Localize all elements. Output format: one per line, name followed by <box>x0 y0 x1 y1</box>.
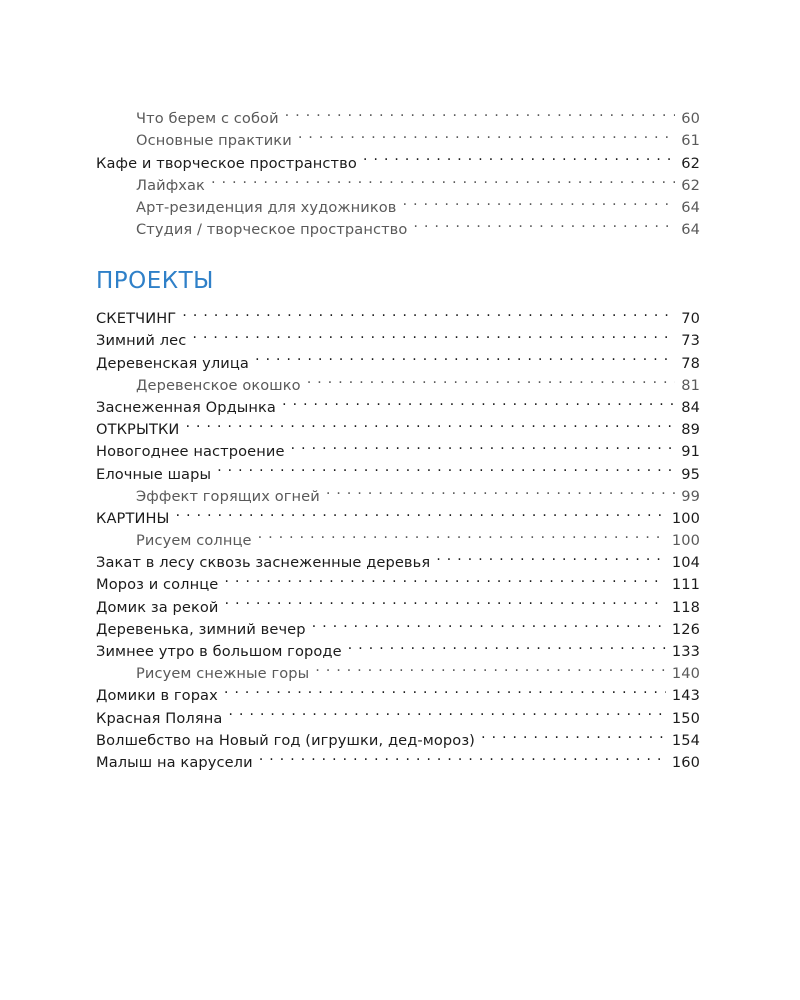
toc-dot-leader <box>413 212 675 234</box>
toc-entry-title: СКЕТЧИНГ <box>96 310 177 328</box>
toc-dot-leader <box>228 700 665 722</box>
toc-entry-title: Рисуем солнце <box>136 532 252 550</box>
toc-entry-title: Домики в горах <box>96 687 218 705</box>
toc-dot-leader <box>307 368 676 390</box>
toc-entry-title: Арт-резиденция для художников <box>136 198 397 216</box>
toc-dot-leader <box>312 612 666 634</box>
toc-entry-page-number: 64 <box>681 221 700 239</box>
toc-entry-title: Что берем с собой <box>136 110 279 128</box>
toc-entry-title: Заснеженная Ордынка <box>96 398 276 416</box>
toc-dot-leader <box>258 523 666 545</box>
toc-entry-page-number: 62 <box>681 176 700 194</box>
toc-entry-title: Новогоднее настроение <box>96 443 285 461</box>
toc-entry-page-number: 100 <box>671 509 700 527</box>
toc-entry-title: Деревенская улица <box>96 354 249 372</box>
toc-entry[interactable] <box>96 501 700 527</box>
toc-entry-title: Студия / творческое пространство <box>136 221 408 239</box>
toc-entry-title: Эффект горящих огней <box>136 487 320 505</box>
toc-dot-leader <box>259 745 666 767</box>
toc-entry[interactable] <box>96 412 700 439</box>
toc-dot-leader <box>282 390 675 412</box>
toc-entry-page-number: 89 <box>681 421 700 439</box>
toc-entry-title: Закат в лесу сквозь заснеженные деревья <box>96 554 431 572</box>
toc-entry-title: Домик за рекой <box>96 598 219 616</box>
toc-dot-leader <box>192 323 675 345</box>
toc-dot-leader <box>182 301 675 323</box>
toc-entry-page-number: 81 <box>681 376 700 394</box>
toc-dot-leader <box>224 678 666 700</box>
toc-entry-title: Основные практики <box>136 132 292 150</box>
toc-entry-title: Мороз и солнце <box>96 576 219 594</box>
toc-entry-title: Деревенское окошко <box>136 376 301 394</box>
toc-entry-page-number: 154 <box>671 731 700 749</box>
toc-entry[interactable] <box>96 345 700 372</box>
toc-entry[interactable] <box>96 101 700 128</box>
toc-entry-page-number: 104 <box>671 554 700 572</box>
toc-dot-leader <box>291 434 676 456</box>
toc-entry-page-number: 62 <box>681 154 700 172</box>
toc-entry-title: Елочные шары <box>96 465 212 483</box>
toc-entry-title: КАРТИНЫ <box>96 509 170 527</box>
toc-dot-leader <box>436 545 666 567</box>
toc-entry-page-number: 160 <box>671 753 700 771</box>
toc-entry-title: Зимнее утро в большом городе <box>96 643 342 660</box>
toc-dot-leader <box>348 634 666 656</box>
toc-entry[interactable] <box>96 301 700 328</box>
toc-dot-leader <box>185 412 675 434</box>
toc-dot-leader <box>298 123 675 145</box>
toc-entry-page-number: 111 <box>671 576 700 594</box>
toc-dot-leader <box>363 145 675 167</box>
section-heading-projects: ПРОЕКТЫ <box>96 268 214 294</box>
toc-entry-page-number: 73 <box>681 332 700 350</box>
toc-entry[interactable] <box>96 523 700 550</box>
toc-entry-page-number: 78 <box>681 354 700 372</box>
toc-list-projects <box>96 301 700 771</box>
toc-entry-page-number: 100 <box>671 532 700 550</box>
toc-entry-title: Кафе и творческое пространство <box>96 154 357 172</box>
toc-entry-title: Зимний лес <box>96 332 187 350</box>
toc-dot-leader <box>217 456 675 478</box>
toc-entry-title: Красная Поляна <box>96 709 223 727</box>
toc-entry-title: Малыш на карусели <box>96 753 253 771</box>
toc-entry-page-number: 99 <box>681 487 700 505</box>
toc-dot-leader <box>225 589 666 611</box>
toc-entry-page-number: 91 <box>681 443 700 461</box>
toc-entry-page-number: 84 <box>681 398 700 416</box>
toc-entry-page-number: 64 <box>681 198 700 216</box>
toc-entry-title: Рисуем снежные горы <box>136 665 310 683</box>
toc-entry-page-number: 133 <box>671 643 700 660</box>
toc-dot-leader <box>315 656 666 678</box>
toc-dot-leader <box>285 101 676 123</box>
toc-entry-page-number: 60 <box>681 110 700 128</box>
toc-list-top <box>96 101 700 239</box>
toc-entry[interactable] <box>96 323 700 350</box>
toc-entry[interactable] <box>96 434 700 461</box>
toc-entry-page-number: 95 <box>681 465 700 483</box>
toc-dot-leader <box>481 723 666 745</box>
toc-entry-title: Волшебство на Новый год (игрушки, дед-мороз) <box>96 731 475 749</box>
toc-dot-leader <box>211 168 675 190</box>
toc-entry-title: ОТКРЫТКИ <box>96 421 180 439</box>
toc-entry-title: Деревенька, зимний вечер <box>96 620 306 638</box>
toc-dot-leader <box>224 567 665 589</box>
toc-entry-page-number: 126 <box>671 620 700 638</box>
toc-entry-page-number: 150 <box>671 709 700 727</box>
toc-entry-page-number: 140 <box>671 665 700 683</box>
toc-entry-page-number: 61 <box>681 132 700 150</box>
toc-entry-page-number: 143 <box>671 687 700 705</box>
toc-dot-leader <box>403 190 676 212</box>
toc-entry-page-number: 118 <box>671 598 700 616</box>
toc-dot-leader <box>326 479 675 501</box>
toc-entry-title: Лайфхак <box>136 176 205 194</box>
toc-entry-page-number: 70 <box>681 310 700 328</box>
toc-dot-leader <box>255 345 675 367</box>
toc-dot-leader <box>176 501 666 523</box>
